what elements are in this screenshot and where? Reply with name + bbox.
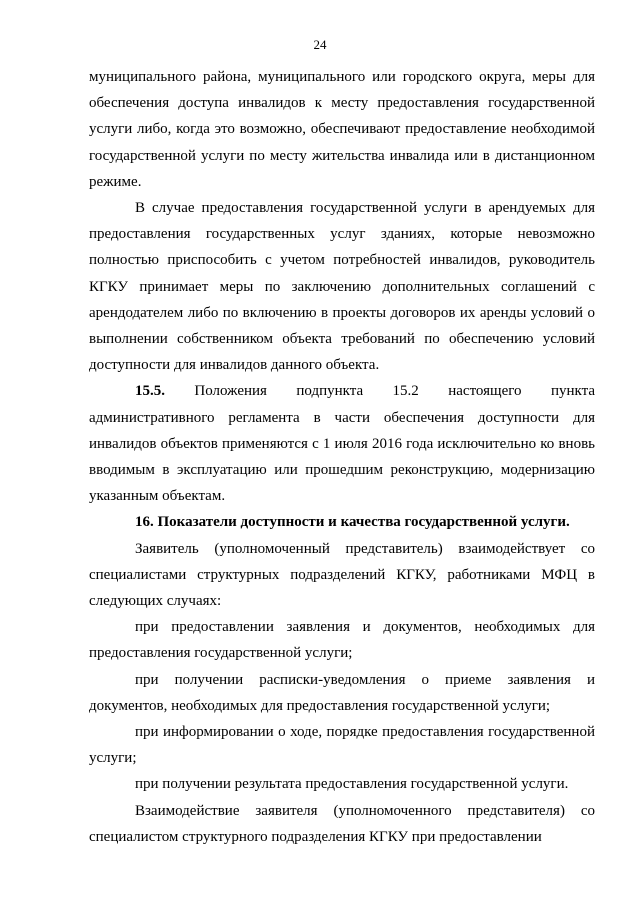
clause-15-5 bbox=[89, 378, 595, 509]
paragraph-continuation: муниципального района, муниципального или городского округа, меры для обеспечения доступа инвалидов к месту предоставления государственной услуги либо, когда это возможно, обеспечивают предоставление необходимой государственной услуги по месту жительства инвалида или в дистанционном режиме. bbox=[89, 69, 595, 190]
clause-text: Положения подпункта 15.2 настоящего пункта административного регламента в части обеспечения доступности для инвалидов объектов применяются с 1 июля 2016 года исключительно ко вновь вводимым в эксплуатацию или прошедшим реконструкцию, модернизацию указанным объектам. bbox=[89, 383, 595, 505]
list-item-informing: при информировании о ходе, порядке предоставления государственной услуги; bbox=[89, 724, 595, 767]
section-heading: 16. Показатели доступности и качества государственной услуги. bbox=[135, 514, 570, 531]
paragraph-applicant-interaction: Заявитель (уполномоченный представитель) взаимодействует со специалистами структурных подразделений КГКУ, работниками МФЦ в следующих случаях: bbox=[89, 540, 595, 610]
list-item-submission: при предоставлении заявления и документов, необходимых для предоставления государственной услуги; bbox=[89, 619, 595, 662]
paragraph-interaction-specialist: Взаимодействие заявителя (уполномоченного представителя) со специалистом структурного подразделения КГКУ при предоставлении bbox=[89, 802, 595, 845]
page-number: 24 bbox=[313, 37, 327, 52]
document-body bbox=[89, 64, 595, 850]
paragraph-rented-buildings: В случае предоставления государственной услуги в арендуемых для предоставления государственных услуг зданиях, которые невозможно полностью приспособить с учетом потребностей инвалидов, руководитель КГКУ принимает меры по заключению дополнительных соглашений с арендодателем либо по включению в проекты договоров их аренды условий о выполнении собственником объекта требований по обеспечению условий доступности для инвалидов данного объекта. bbox=[89, 200, 595, 374]
clause-number: 15.5. bbox=[135, 383, 165, 400]
list-item-receipt: при получении расписки-уведомления о приеме заявления и документов, необходимых для предоставления государственной услуги; bbox=[89, 671, 595, 714]
list-item-result: при получении результата предоставления государственной услуги. bbox=[135, 776, 569, 793]
